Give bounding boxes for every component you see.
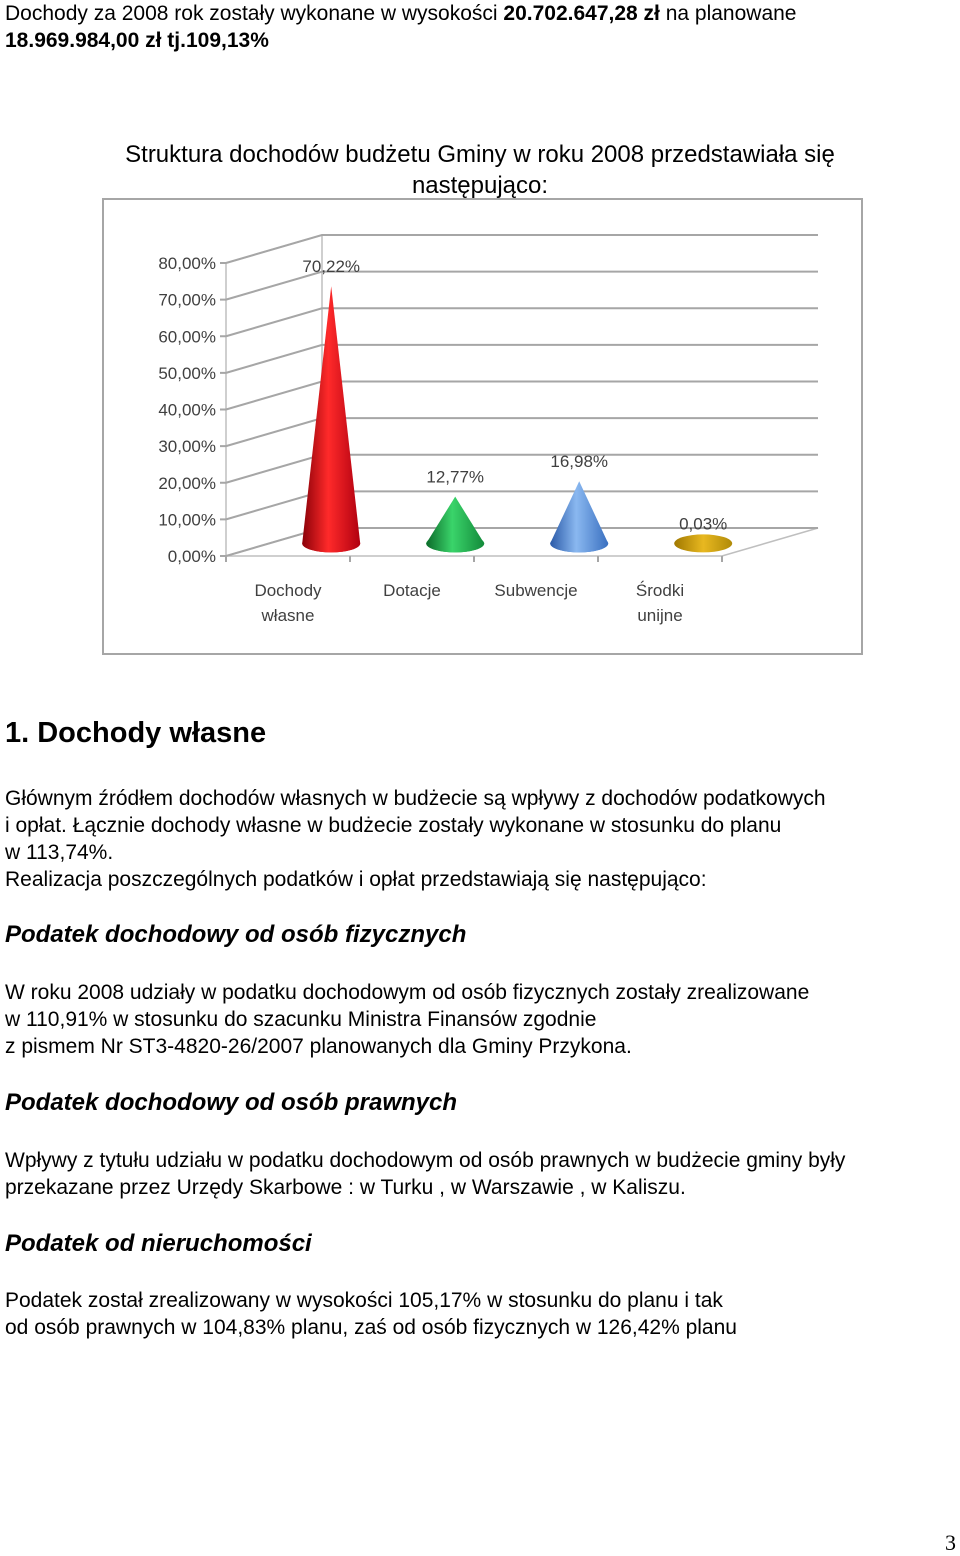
y-tick-label: 60,00% xyxy=(158,327,216,347)
structure-title-line-2: następująco: xyxy=(411,172,549,199)
y-tick-label: 10,00% xyxy=(158,510,216,530)
y-tick-label: 40,00% xyxy=(158,400,216,420)
data-label: 70,22% xyxy=(302,257,361,277)
intro-text: Dochody za 2008 rok zostały wykonane w wysokości xyxy=(5,2,504,25)
intro-line-2 xyxy=(5,27,269,54)
page-number: 3 xyxy=(945,1530,956,1555)
section-heading-own-income: 1. Dochody własne xyxy=(5,717,267,749)
heading-cit: Podatek dochodowy od osób prawnych xyxy=(5,1089,458,1116)
x-category-label: Subwencje xyxy=(494,581,578,600)
chart-frame xyxy=(103,199,862,654)
x-category-label: Dochody xyxy=(254,581,322,600)
data-label: 12,77% xyxy=(426,467,485,487)
x-category-label: Dotacje xyxy=(383,581,441,600)
intro-planned-value: 18.969.984,00 zł xyxy=(5,29,162,52)
data-label: 0,03% xyxy=(679,514,728,534)
y-tick-label: 20,00% xyxy=(158,473,216,493)
y-tick-label: 70,00% xyxy=(158,290,216,310)
y-tick-label: 0,00% xyxy=(167,547,216,566)
paragraph-line: W roku 2008 udziały w podatku dochodowym od osób fizycznych zostały zrealizowane xyxy=(5,981,810,1004)
heading-property-tax: Podatek od nieruchomości xyxy=(5,1230,312,1257)
data-label: 16,98% xyxy=(550,452,609,472)
paragraph-line: z pismem Nr ST3-4820-26/2007 planowanych dla Gminy Przykona. xyxy=(5,1035,632,1058)
y-tick-label: 80,00% xyxy=(158,254,216,273)
intro-text-2: na planowane xyxy=(659,2,797,25)
cone-base xyxy=(674,534,732,552)
paragraph-line: w 113,74%. xyxy=(5,841,114,864)
paragraph-line: przekazane przez Urzędy Skarbowe : w Turku , w Warszawie , w Kaliszu. xyxy=(5,1176,686,1199)
income-structure-chart xyxy=(102,198,864,656)
paragraph-line: Głównym źródłem dochodów własnych w budżecie są wpływy z dochodów podatkowych xyxy=(5,787,826,810)
x-category-label: własne xyxy=(261,606,315,625)
x-category-label: Środki xyxy=(635,581,685,600)
intro-actual-value: 20.702.647,28 zł xyxy=(503,2,660,25)
x-category-label: unijne xyxy=(637,606,683,625)
paragraph-line: od osób prawnych w 104,83% planu, zaś od osób fizycznych w 126,42% planu xyxy=(5,1316,737,1339)
paragraph-line: Podatek został zrealizowany w wysokości 105,17% w stosunku do planu i tak xyxy=(5,1289,723,1312)
intro-line-1 xyxy=(5,0,797,27)
y-tick-label: 30,00% xyxy=(158,437,216,457)
structure-title-line-1: Struktura dochodów budżetu Gminy w roku 2008 przedstawiała się xyxy=(125,141,835,168)
intro-percent: tj.109,13% xyxy=(161,29,269,52)
heading-pit: Podatek dochodowy od osób fizycznych xyxy=(5,921,467,948)
paragraph-line: i opłat. Łącznie dochody własne w budżecie zostały wykonane w stosunku do planu xyxy=(5,814,782,837)
paragraph-line: Realizacja poszczególnych podatków i opłat przedstawiają się następująco: xyxy=(5,868,707,891)
paragraph-line: Wpływy z tytułu udziału w podatku dochodowym od osób prawnych w budżecie gminy były xyxy=(5,1149,846,1172)
paragraph-line: w 110,91% w stosunku do szacunku Ministra Finansów zgodnie xyxy=(5,1008,597,1031)
y-tick-label: 50,00% xyxy=(158,363,216,383)
